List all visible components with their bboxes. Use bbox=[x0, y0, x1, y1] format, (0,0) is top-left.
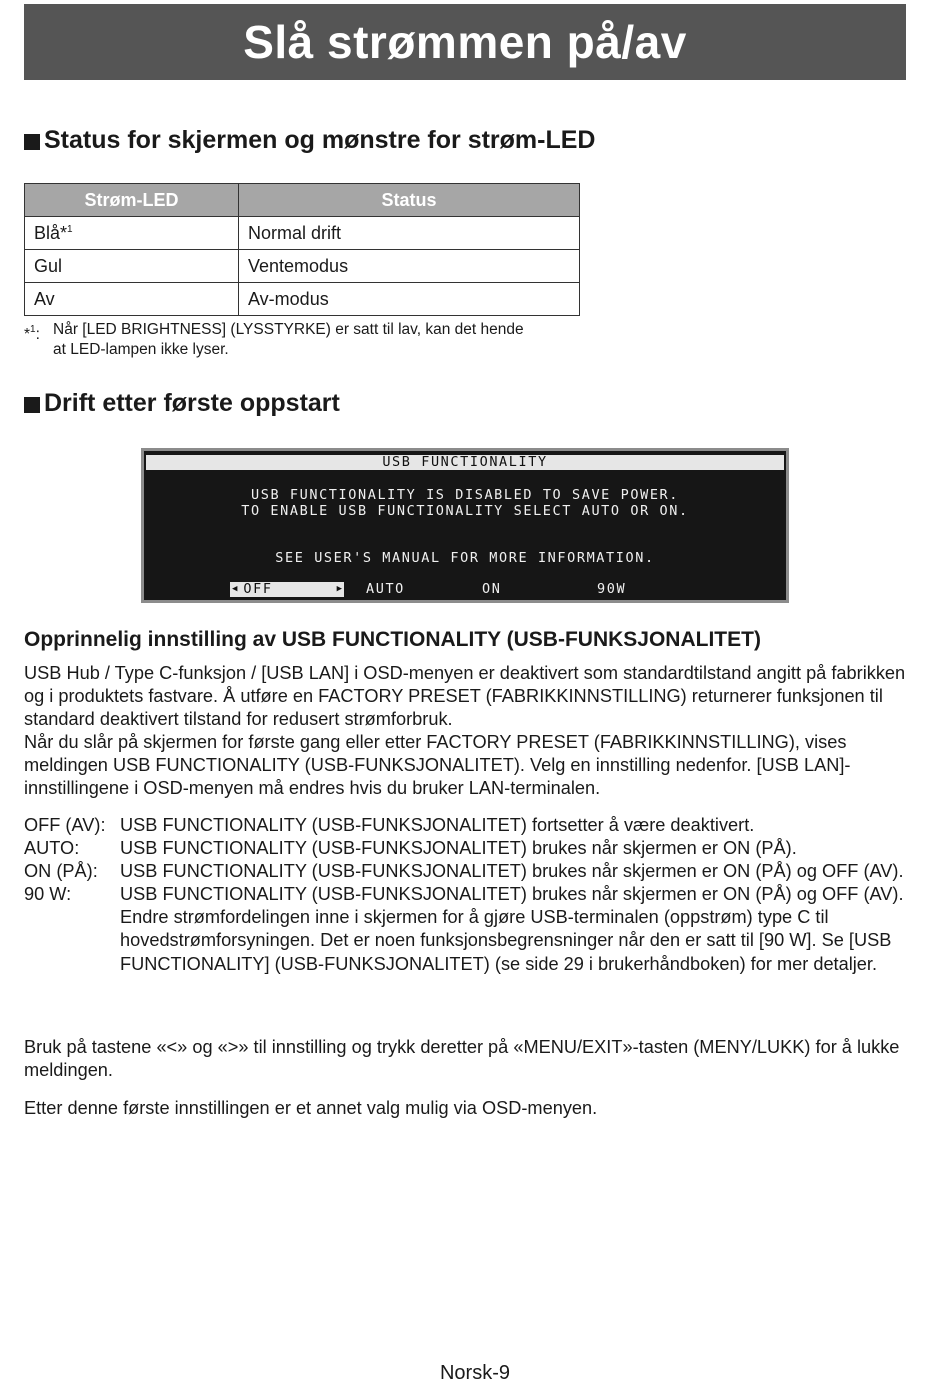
definition-term: ON (PÅ): bbox=[24, 861, 98, 882]
osd-screenshot bbox=[141, 448, 789, 603]
osd-panel bbox=[144, 451, 786, 600]
definition-row bbox=[24, 860, 906, 883]
definition-term: AUTO: bbox=[24, 838, 80, 859]
section-heading-led-status bbox=[24, 126, 595, 155]
paragraph: Etter denne første innstillingen er et annet valg mulig via OSD-menyen. bbox=[24, 1098, 598, 1118]
page-number: Norsk-9 bbox=[439, 1362, 510, 1384]
definition-term: 90 W: bbox=[24, 884, 72, 905]
definition-list bbox=[24, 814, 906, 976]
paragraph: Bruk på tastene «<» og «>» til innstilling og trykk deretter på «MENU/EXIT»-tasten (MENY/LUKK) for å lukke meldingen. bbox=[24, 1037, 900, 1081]
definition-desc: USB FUNCTIONALITY (USB-FUNKSJONALITET) fortsetter å være deaktivert. bbox=[120, 815, 755, 835]
osd-option-off[interactable]: ◀ OFF ▶ bbox=[232, 581, 342, 597]
status-cell: Normal drift bbox=[239, 217, 580, 250]
paragraph: USB Hub / Type C-funksjon / [USB LAN] i OSD-menyen er deaktivert som standardtilstand angitt på fabrikken og i produktets fastvare. Å utføre en FACTORY PRESET (FABRIKKINNSTILLING) returnerer funksjonen til standard deaktivert tilstand for redusert strømforbruk. bbox=[24, 663, 906, 730]
osd-message-line: TO ENABLE USB FUNCTIONALITY SELECT AUTO OR ON. bbox=[241, 503, 689, 519]
led-status-table bbox=[24, 183, 580, 316]
footnote-text: Når [LED BRIGHTNESS] (LYSSTYRKE) er satt til lav, kan det hende at LED-lampen ikke lyser. bbox=[53, 321, 524, 358]
osd-message-line: USB FUNCTIONALITY IS DISABLED TO SAVE POWER. bbox=[250, 487, 680, 503]
osd-message-line: SEE USER'S MANUAL FOR MORE INFORMATION. bbox=[275, 550, 655, 566]
page-title: Slå strømmen på/av bbox=[243, 16, 687, 68]
definition-row bbox=[24, 883, 906, 975]
led-cell: Gul bbox=[25, 250, 239, 283]
section-heading-text: Drift etter første oppstart bbox=[44, 389, 340, 417]
arrow-right-icon: ▶ bbox=[336, 584, 342, 594]
definition-desc: USB FUNCTIONALITY (USB-FUNKSJONALITET) brukes når skjermen er ON (PÅ) og OFF (AV). Endre strømfordelingen inne i skjermen for å gjøre USB-terminalen (oppstrøm) type C til hovedstrømforsyningen. Det er noen funksjonsbegrensninger når den er satt til [90 W]. Se [USB FUNCTIONALITY] (USB-FUNKSJONALITET) (se side 29 i brukerhåndboken) for mer detaljer. bbox=[120, 884, 904, 974]
led-cell: Av bbox=[25, 283, 239, 316]
footnote bbox=[24, 320, 584, 360]
title-banner bbox=[24, 4, 906, 80]
definition-term: OFF (AV): bbox=[24, 815, 106, 835]
definition-row bbox=[24, 837, 906, 860]
table-header-row bbox=[25, 184, 580, 217]
bullet-square-icon bbox=[24, 134, 40, 150]
status-cell: Ventemodus bbox=[239, 250, 580, 283]
paragraph: Når du slår på skjermen for første gang eller etter FACTORY PRESET (FABRIKKINNSTILLING), vises meldingen USB FUNCTIONALITY (USB-FUNKSJONALITET). Velg en innstilling nedenfor. [USB LAN]-innstillingene i OSD-menyen må endres hvis du bruker LAN-terminalen. bbox=[24, 732, 851, 799]
osd-option-on[interactable]: ON bbox=[482, 581, 502, 597]
osd-option-auto[interactable]: AUTO bbox=[366, 581, 405, 597]
status-cell: Av-modus bbox=[239, 283, 580, 316]
osd-title: USB FUNCTIONALITY bbox=[146, 455, 784, 470]
bullet-square-icon bbox=[24, 397, 40, 413]
table-row bbox=[25, 250, 580, 283]
definition-desc: USB FUNCTIONALITY (USB-FUNKSJONALITET) brukes når skjermen er ON (PÅ) og OFF (AV). bbox=[120, 861, 904, 882]
definition-row bbox=[24, 814, 906, 837]
table-row bbox=[25, 217, 580, 250]
section-heading-text: Status for skjermen og mønstre for strøm-LED bbox=[44, 126, 596, 154]
definition-desc: USB FUNCTIONALITY (USB-FUNKSJONALITET) brukes når skjermen er ON (PÅ). bbox=[120, 838, 797, 859]
footnote-mark: *$^1$: bbox=[24, 324, 40, 343]
table-row bbox=[25, 283, 580, 316]
osd-option-90w[interactable]: 90W bbox=[597, 581, 627, 597]
section-heading-first-startup bbox=[24, 389, 340, 418]
column-header-led: Strøm-LED bbox=[25, 184, 239, 217]
led-cell: Blå*$^1$ bbox=[25, 217, 239, 250]
column-header-status: Status bbox=[239, 184, 580, 217]
subheading-usb-functionality: Opprinnelig innstilling av USB FUNCTIONALITY (USB-FUNKSJONALITET) bbox=[24, 628, 761, 651]
arrow-left-icon: ◀ bbox=[232, 584, 238, 594]
